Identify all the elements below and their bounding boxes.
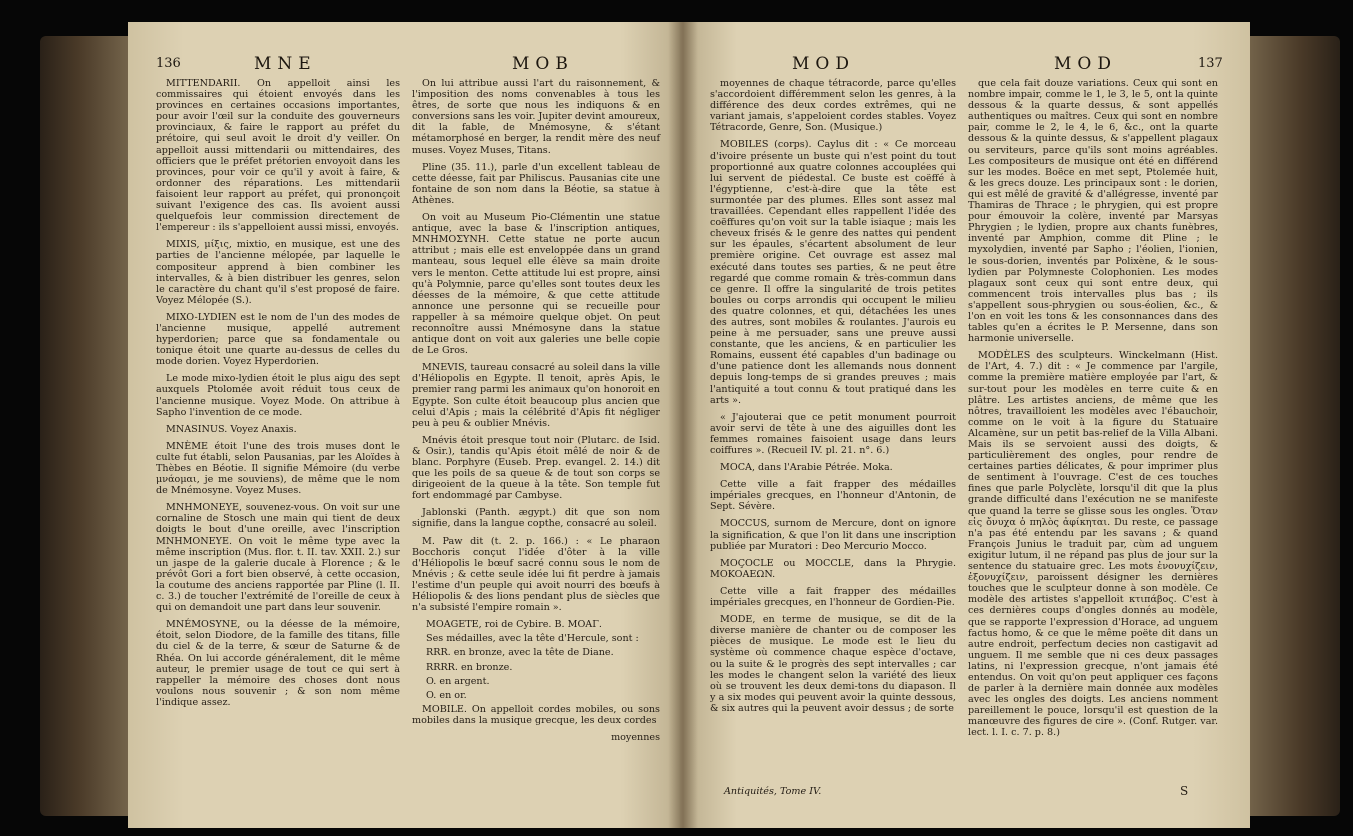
list-item: Ses médailles, avec la tête d'Hercule, sont : [426,633,639,645]
entry-mnemosyne: MNÉMOSYNE, ou la déesse de la mémoire, étoit, selon Diodore, de la famille des titans, fille du ciel & de la terre, & sœur de Saturne & de Rhéa. On lui accorde généralement, dit le même auteur, le premier usage de tout ce qui sert à rappeller la mémoire des choses dont nous voulons nous souvenir ; & son nom même l'indique assez. [156,619,400,708]
right-page [680,22,1250,828]
paragraph: M. Paw dit (t. 2. p. 166.) : « Le pharaon Bocchoris conçut l'idée d'ôter à la ville d'Héliopolis le bœuf sacré connu sous le nom de Mnévis ; & cette seule idée lui fit perdre à jamais l'estime d'un peuple qui avoit nourri des bœufs à Héliopolis & des lions pendant plus de siècles que n'a subsisté l'empire romain ». [412,535,660,614]
entry-mneme: MNÈME étoit l'une des trois muses dont le culte fut établi, selon Pausanias, par les Aloïdes à Thèbes en Béotie. Il signifie Mémoire (du verbe μνάομαι, je me souviens), de même que le nom de Mnémosyne. Voyez Muses. [156,440,400,497]
paragraph: moyennes de chaque tétracorde, parce qu'elles s'accordoient différemment selon les genres, à la différence des deux cordes extrêmes, qui ne variant jamais, s'appeloient cordes stables. Voyez Tétracorde, Genre, Son. (Musique.) [710,78,956,134]
entry-mnhmoneye: MNHMONEYE, souvenez-vous. On voit sur une cornaline de Stosch une main qui tient de deux doigts le bout d'une oreille, avec l'inscription MNHMONEYE. On voit le même type avec la même inscription (Mus. flor. t. II. tav. XXII. 2.) sur un jaspe de la galerie ducale à Florence ; & le prévôt Gori a fort bien observé, à cette occasion, la coutume des anciens rapportée par Pline (l. II. c. 3.) de toucher l'extrémité de l'oreille de ceux à qui on demandoit une part dans leur souvenir. [156,502,400,614]
entry-mixis: MIXIS, μίξις, mixtio, en musique, est une des parties de l'ancienne mélopée, par laquelle le compositeur apprend à bien combiner les intervalles, & à bien distribuer les genres, selon le caractère du chant qu'il s'est proposé de faire. Voyez Mélopée (S.). [156,239,400,306]
list-item: RRRR. en bronze. [426,661,513,673]
right-page-header-left: MOD [792,54,855,74]
left-page [128,22,688,828]
entry-modeles: MODÈLES des sculpteurs. Winckelmann (Hist. de l'Art, 4. 7.) dit : « Je commence par l'argile, comme la première matière employée par l'art, & sur-tout pour les modèles en terre cuite & en plâtre. Les artistes anciens, de même que les nôtres, travailloient les modèles avec l'ébauchoir, comme on le voit à la figure du Statuaire Alcamène, sur un petit bas-relief de la Villa Albani. Mais ils se servoient aussi des doigts, & particulièrement des ongles, pour rendre de certaines parties délicates, & pour imprimer plus de sentiment à l'ouvrage. C'est de ces touches fines que parle Polyclète, lorsqu'il dit que la plus grande difficulté dans l'exécution ne se manifeste que quand la terre se glisse sous les ongles. Ὅταν εἰς ὄνυχα ὁ πηλὸς ἀφίκηται. Du reste, ce passage n'a pas été entendu par les savans ; & quand François Junius le traduit par, cùm ad unguem exigitur lutum, il ne répand pas plus de jour sur la sentence du statuaire grec. Les mots ἐνονυχίζειν, ἐξονυχίζειν, paroissent désigner les dernières touches que le sculpteur donne à son modèle. Ce modèle des artistes s'appelloit κτιπάβος. C'est à ces dernières coups d'ongles donnés au modèle, que se rapporte l'expression d'Horace, ad unguem factus homo, & ce que le même poëte dit dans un autre endroit, perfectum decies non castigavit ad unguem. Il me semble que ni ces deux passages latins, ni l'expression grecque, n'ont jamais été entendus. On voit qu'on peut appliquer ces façons de parler à la dernière main donnée aux modèles avec les ongles des doigts. Les anciens nomment pareillement le pouce, lorsqu'il est question de la manœuvre des figures de cire ». (Conf. Rutger. var. lect. l. I. c. 7. p. 8.) [968,350,1218,739]
entry-moca: MOCA, dans l'Arabie Pétrée. Moka. [720,462,893,474]
left-page-header-center: MOB [512,54,574,74]
entry-mobile: MOBILE. On appelloit cordes mobiles, ou sons mobiles dans la musique grecque, les deux cordes [412,703,660,726]
book-gutter [668,22,698,828]
right-page-header-right: MOD [1054,54,1117,74]
entry-mobiles: MOBILES (corps). Caylus dit : « Ce morceau d'ivoire présente un buste qui n'est point du tout proportionné aux quatre colonnes accouplées qui lui servent de piédestal. Ce buste est coëffé à l'égyptienne, c'est-à-dire que la tête est surmontée par des plumes. Elles sont assez mal travaillées. Cependant elles rappellent l'idée des coëffures qu'on voit sur la table isiaque ; mais les cheveux frisés & le genre des nattes qui pendent sur les épaules, s'écartent absolument de leur première origine. Cet ouvrage est assez mal exécuté dans toutes ses parties, & ne peut être regardé que comme romain & très-commun dans ce genre. Il offre la singularité de trois petites boules ou corps arrondis qui occupent le milieu des quatre colonnes, et qui, détachées les unes des autres, sont mobiles & roulantes. J'aurois eu peine à me persuader, sans une preuve aussi constante, que les anciens, & en particulier les Romains, eussent été capables d'un badinage ou d'une patience dont les allemands nous donnent depuis long-temps de si grandes preuves ; mais l'antiquité a tout connu & tout pratiqué dans les arts ». [710,139,956,406]
paragraph: Cette ville a fait frapper des médailles impériales grecques, en l'honneur de Gordien-Pie. [710,585,956,609]
entry-mnasinus: MNASINUS. Voyez Anaxis. [166,423,297,435]
paragraph: On voit au Museum Pio-Clémentin une statue antique, avec la base & l'inscription antiques, MNHMOΣYNH. Cette statue ne porte aucun attribut ; mais elle est enveloppée dans un grand manteau, sous lequel elle élève sa main droite vers le menton. Cette attitude lui est propre, ainsi qu'à Polymnie, parce qu'elles sont toutes deux les déesses de la mémoire, & que cette attitude annonce une personne qui se recueille pour rappeller à sa mémoire quelque objet. On peut reconnoître aussi Mnémosyne dans la statue antique dont on voit aux galeries une belle copie de Le Gros. [412,212,660,357]
paragraph: que cela fait douze variations. Ceux qui sont en nombre impair, comme le 1, le 3, le 5, ont la quinte dessous & la quarte dessus, & sont appellés authentiques ou maîtres. Ceux qui sont en nombre pair, comme le 2, le 4, le 6, &c., ont la quarte dessous & la quinte dessus, & s'appellent plagaux ou serviteurs, parce qu'ils sont moins agréables. Les compositeurs de musique ont été en différend sur les modes. Boëce en met sept, Ptolemée huit, & les grecs douze. Les principaux sont : le dorien, qui est mêlé de gravité & d'allégresse, inventé par Thamiras de Thrace ; le phrygien, qui est propre pour émouvoir la colère, inventé par Marsyas Phrygien ; le lydien, propre aux chants funèbres, inventé par Amphion, comme dit Pline ; le myxolydien, inventé par Sapho ; l'éolien, l'ionien, le sous-dorien, inventés par Polixène, & le sous-lydien par Polymneste Colophonien. Les modes plagaux sont ceux qui sont entre deux, qui commencent trois intervalles plus bas ; ils s'appellent sous-phrygien ou sous-éolien, &c., & l'on en voit les tons & les consonnances dans des tables qu'en a écrites le P. Mersenne, dans son harmonie universelle. [968,78,1218,345]
page-footer: Antiquités, Tome IV. [724,786,822,797]
entry-mode: MODE, en terme de musique, se dit de la diverse manière de chanter ou de composer les pièces de musique. Le mode est le lieu du système où commence chaque espèce d'octave, ou la suite & le progrès des sept intervalles ; car les modes le changent selon la variété des lieux où se trouvent les deux demi-tons du diapason. Il y a six modes qui peuvent avoir la quinte dessous, & six autres qui la peuvent avoir dessus ; de sorte [710,614,956,714]
left-page-edges [40,36,136,816]
paragraph: Jablonski (Panth. ægypt.) dit que son nom signifie, dans la langue copthe, consacré au soleil. [412,507,660,530]
entry-mixo-lydien-2: Le mode mixo-lydien étoit le plus aigu des sept auxquels Ptolomée avoit réduit tous ceux de l'ancienne musique. Voyez Mode. On attribue à Sapho l'invention de ce mode. [156,373,400,418]
right-page-number: 137 [1198,56,1223,71]
entry-mnevis: MNEVIS, taureau consacré au soleil dans la ville d'Héliopolis en Egypte. Il tenoit, après Apis, le premier rang parmi les animaux qu'on honoroit en Egypte. Son culte étoit beaucoup plus ancien que celui d'Apis ; mais la célébrité d'Apis fit négliger peu à peu & oublier Mnévis. [412,362,660,429]
left-column-1 [156,78,400,714]
signature-mark: S [1180,784,1189,798]
entry-mococle: MOÇOCLE ou MOCCLE, dans la Phrygie. MOKOAEΩN. [710,557,956,580]
paragraph: Pline (35. 11.), parle d'un excellent tableau de cette déesse, fait par Philiscus. Pausanias cite une fontaine de son nom dans la Béotie, sa statue à Athènes. [412,161,660,206]
paragraph: Cette ville a fait frapper des médailles impériales grecques, en l'honneur d'Antonin, de Sept. Sévère. [710,479,956,513]
entry-moagete: MOAGETE, roi de Cybire. B. MOAΓ. [426,619,602,631]
catchword: moyennes [611,731,660,743]
entry-mixo-lydien: MIXO-LYDIEN est le nom de l'un des modes de l'ancienne musique, appellé autrement hyperdorien; parce que sa fondamentale ou tonique étoit une quarte au-dessus de celles du mode dorien. Voyez Hyperdorien. [156,311,400,368]
open-book [40,22,1340,828]
right-page-edges [1240,36,1340,816]
left-column-2 [412,78,660,743]
left-page-header: MNE [254,54,317,74]
left-page-number: 136 [156,56,181,71]
right-column-2 [968,78,1218,745]
entry-mittendarii: MITTENDARII. On appelloit ainsi les commissaires qui étoient envoyés dans les provinces en certaines occasions importantes, pour avoir l'œil sur la conduite des gouverneurs provinciaux, & faire le rapport au préfet du prétoire, qui seul avoit le droit d'y veiller. On appelloit aussi mittendarii ou mittendaires, des officiers que le préfet prétorien envoyoit dans les provinces, pour voir ce qu'il y avoit à faire, & ordonner des réparations. Les mittendarii faisoient leur rapport au préfet, qui prononçoit suivant l'exigence des cas. Ils avoient aussi quelquefois leur commission directement de l'empereur : ils s'appelloient aussi missi, envoyés. [156,78,400,234]
paragraph: « J'ajouterai que ce petit monument pourroit avoir servi de tête à une des aiguilles dont les femmes romaines faisoient usage dans leurs coiffures ». (Recueil IV. pl. 21. n°. 6.) [710,411,956,456]
list-item: O. en or. [426,689,467,701]
list-item: RRR. en bronze, avec la tête de Diane. [426,647,614,659]
paragraph: On lui attribue aussi l'art du raisonnement, & l'imposition des noms convenables à tous les êtres, de sorte que nous les indiquons & en conversions sans les voir. Jupiter devint amoureux, dit la fable, de Mnémosyne, & s'étant métamorphosé en berger, la rendit mère des neuf muses. Voyez Muses, Titans. [412,78,660,156]
entry-moccus: MOCCUS, surnom de Mercure, dont on ignore la signification, & que l'on lit dans une inscription publiée par Muratori : Deo Mercurio Mocco. [710,518,956,552]
list-item: O. en argent. [426,675,490,687]
paragraph: Mnévis étoit presque tout noir (Plutarc. de Isid. & Osir.), tandis qu'Apis étoit mêlé de noir & de blanc. Porphyre (Euseb. Prep. evangel. 2. 14.) dit que les poils de sa queue & de tout son corps se dirigeoient de la queue à la tête. Son temple fut fort endommagé par Cambyse. [412,434,660,502]
right-column-1 [710,78,956,720]
